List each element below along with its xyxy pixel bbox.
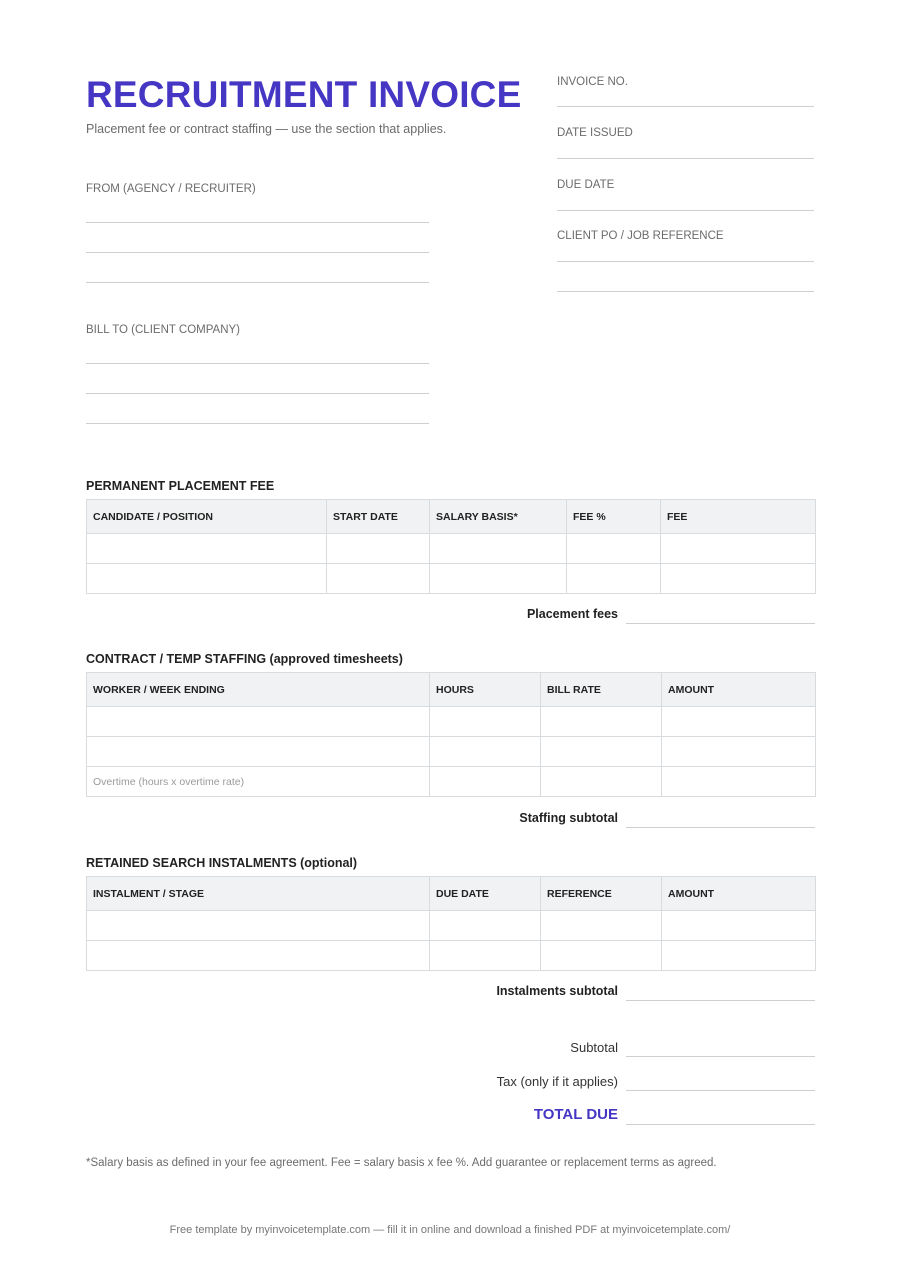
client-po-field-line-1[interactable] bbox=[557, 261, 814, 262]
instalments-subtotal-field[interactable] bbox=[626, 1000, 815, 1001]
table-cell[interactable] bbox=[327, 534, 430, 564]
column-header: AMOUNT bbox=[662, 673, 816, 707]
table-cell[interactable] bbox=[567, 534, 661, 564]
subtotal-label: Subtotal bbox=[570, 1040, 618, 1055]
table-row bbox=[87, 737, 816, 767]
retained-section-title: RETAINED SEARCH INSTALMENTS (optional) bbox=[86, 856, 358, 870]
table-cell[interactable] bbox=[430, 737, 541, 767]
table-cell[interactable] bbox=[661, 534, 816, 564]
staffing-subtotal-label: Staffing subtotal bbox=[519, 811, 618, 825]
overtime-row bbox=[87, 767, 816, 797]
retained-table bbox=[86, 876, 816, 971]
total-due-label: TOTAL DUE bbox=[533, 1106, 618, 1123]
table-header-row bbox=[87, 673, 816, 707]
table-row bbox=[87, 941, 816, 971]
from-field-line-2[interactable] bbox=[86, 252, 429, 253]
bill-to-label: BILL TO (CLIENT COMPANY) bbox=[86, 324, 241, 336]
bill-to-field-line-3[interactable] bbox=[86, 423, 429, 424]
client-po-label: CLIENT PO / JOB REFERENCE bbox=[557, 230, 724, 242]
table-cell[interactable] bbox=[87, 534, 327, 564]
placement-fees-label: Placement fees bbox=[526, 607, 618, 621]
total-due-field[interactable] bbox=[626, 1124, 815, 1125]
contract-table bbox=[86, 672, 816, 797]
table-row bbox=[87, 911, 816, 941]
table-cell[interactable] bbox=[430, 534, 567, 564]
table-cell[interactable] bbox=[541, 737, 662, 767]
staffing-subtotal-field[interactable] bbox=[626, 827, 815, 828]
table-header-row bbox=[87, 500, 816, 534]
table-cell[interactable] bbox=[430, 767, 541, 797]
table-cell[interactable] bbox=[541, 707, 662, 737]
table-cell[interactable] bbox=[662, 941, 816, 971]
tax-field[interactable] bbox=[626, 1090, 815, 1091]
column-header: START DATE bbox=[327, 500, 430, 534]
table-row bbox=[87, 707, 816, 737]
page-title: RECRUITMENT INVOICE bbox=[86, 74, 522, 115]
column-header: FEE % bbox=[567, 500, 661, 534]
due-date-label: DUE DATE bbox=[557, 179, 615, 191]
table-cell[interactable] bbox=[567, 564, 661, 594]
table-cell[interactable] bbox=[87, 737, 430, 767]
table-cell[interactable] bbox=[662, 911, 816, 941]
table-cell[interactable] bbox=[87, 941, 430, 971]
bill-to-field-line-2[interactable] bbox=[86, 393, 429, 394]
client-po-field-line-2[interactable] bbox=[557, 291, 814, 292]
column-header: INSTALMENT / STAGE bbox=[87, 877, 430, 911]
table-cell[interactable] bbox=[541, 911, 662, 941]
table-cell[interactable] bbox=[662, 767, 816, 797]
table-cell[interactable] bbox=[541, 941, 662, 971]
from-label: FROM (AGENCY / RECRUITER) bbox=[86, 183, 256, 195]
table-header-row bbox=[87, 877, 816, 911]
column-header: FEE bbox=[661, 500, 816, 534]
due-date-field[interactable] bbox=[557, 210, 814, 211]
table-cell[interactable] bbox=[87, 707, 430, 737]
column-header: HOURS bbox=[430, 673, 541, 707]
column-header: DUE DATE bbox=[430, 877, 541, 911]
from-field-line-3[interactable] bbox=[86, 282, 429, 283]
table-cell[interactable] bbox=[87, 564, 327, 594]
overtime-cell[interactable]: Overtime (hours x overtime rate) bbox=[87, 767, 430, 797]
table-cell[interactable] bbox=[662, 707, 816, 737]
placement-fees-field[interactable] bbox=[626, 623, 815, 624]
table-cell[interactable] bbox=[430, 911, 541, 941]
permanent-table bbox=[86, 499, 816, 594]
from-field-line-1[interactable] bbox=[86, 222, 429, 223]
table-cell[interactable] bbox=[662, 737, 816, 767]
page-subtitle: Placement fee or contract staffing — use the section that applies. bbox=[86, 122, 447, 136]
permanent-section-title: PERMANENT PLACEMENT FEE bbox=[86, 479, 275, 493]
invoice-no-field[interactable] bbox=[557, 106, 814, 107]
contract-section-title: CONTRACT / TEMP STAFFING (approved timesheets) bbox=[86, 652, 403, 666]
column-header: SALARY BASIS* bbox=[430, 500, 567, 534]
date-issued-field[interactable] bbox=[557, 158, 814, 159]
table-row bbox=[87, 564, 816, 594]
table-row bbox=[87, 534, 816, 564]
date-issued-label: DATE ISSUED bbox=[557, 127, 633, 139]
column-header: BILL RATE bbox=[541, 673, 662, 707]
invoice-no-label: INVOICE NO. bbox=[557, 76, 628, 88]
table-cell[interactable] bbox=[541, 767, 662, 797]
column-header: CANDIDATE / POSITION bbox=[87, 500, 327, 534]
tax-label: Tax (only if it applies) bbox=[496, 1074, 618, 1089]
column-header: AMOUNT bbox=[662, 877, 816, 911]
footer-text: Free template by myinvoicetemplate.com — fill it in online and download a finished PDF at myinvoicetemplate.com/ bbox=[169, 1224, 731, 1236]
footnote: *Salary basis as defined in your fee agreement. Fee = salary basis x fee %. Add guarantee or replacement terms as agreed. bbox=[86, 1157, 717, 1169]
table-cell[interactable] bbox=[430, 564, 567, 594]
table-cell[interactable] bbox=[327, 564, 430, 594]
table-cell[interactable] bbox=[430, 707, 541, 737]
instalments-subtotal-label: Instalments subtotal bbox=[496, 984, 618, 998]
subtotal-field[interactable] bbox=[626, 1056, 815, 1057]
column-header: WORKER / WEEK ENDING bbox=[87, 673, 430, 707]
column-header: REFERENCE bbox=[541, 877, 662, 911]
bill-to-field-line-1[interactable] bbox=[86, 363, 429, 364]
table-cell[interactable] bbox=[87, 911, 430, 941]
table-cell[interactable] bbox=[661, 564, 816, 594]
table-cell[interactable] bbox=[430, 941, 541, 971]
